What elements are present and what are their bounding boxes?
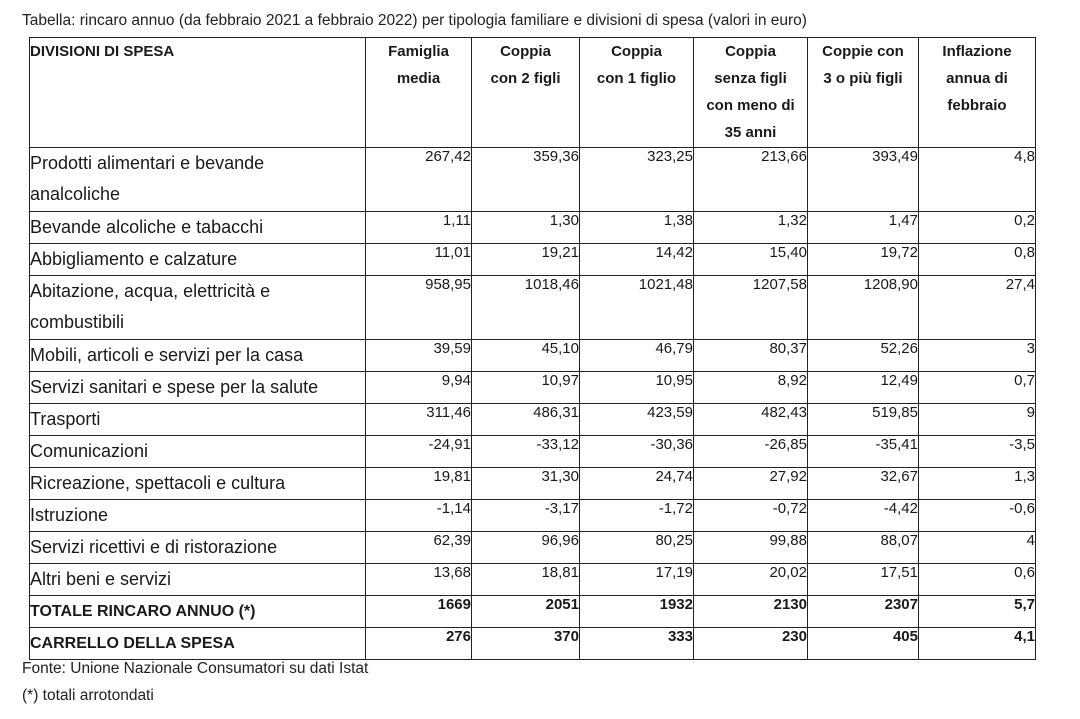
inflation-cell: 3 [919,340,1036,372]
value-cell: 52,26 [808,340,919,372]
value-cell: 14,42 [580,244,694,276]
total-value-cell: 2307 [808,596,919,628]
table-row [30,148,1036,212]
value-cell: 13,68 [366,564,472,596]
data-table [29,37,1036,660]
value-cell: 11,01 [366,244,472,276]
table-row [30,340,1036,372]
inflation-cell: -3,5 [919,436,1036,468]
row-label-line: Prodotti alimentari e bevande [30,153,265,173]
table-row [30,436,1036,468]
value-cell: 80,25 [580,532,694,564]
header-line: Coppie con [822,43,904,60]
header-coppia-2-figli [472,38,580,148]
inflation-cell: -0,6 [919,500,1036,532]
value-cell: 423,59 [580,404,694,436]
inflation-cell: 4 [919,532,1036,564]
row-label-line: Comunicazioni [30,441,149,461]
row-label [30,532,366,564]
table-row [30,564,1036,596]
table-row [30,404,1036,436]
value-cell: 62,39 [366,532,472,564]
total-value-cell: 370 [472,628,580,660]
total-value-cell: 2051 [472,596,580,628]
value-cell: 99,88 [694,532,808,564]
header-line: Famiglia [388,43,449,60]
value-cell: 10,95 [580,372,694,404]
value-cell: 8,92 [694,372,808,404]
value-cell: 519,85 [808,404,919,436]
table-caption: Tabella: rincaro annuo (da febbraio 2021 a febbraio 2022) per tipologia familiare e divisioni di spesa (valori in euro) [22,12,807,29]
header-line: Coppia [611,43,662,60]
inflation-cell: 27,4 [919,276,1036,340]
total-value-cell: 405 [808,628,919,660]
total-value-cell: 1932 [580,596,694,628]
row-label [30,372,366,404]
value-cell: 31,30 [472,468,580,500]
inflation-cell: 0,7 [919,372,1036,404]
source-note: Fonte: Unione Nazionale Consumatori su dati Istat [22,660,369,677]
value-cell: -26,85 [694,436,808,468]
header-inflazione [919,38,1036,148]
value-cell: 1,30 [472,212,580,244]
row-label-line: Altri beni e servizi [30,569,172,589]
row-label [30,500,366,532]
value-cell: 32,67 [808,468,919,500]
value-cell: 88,07 [808,532,919,564]
row-label-line: Trasporti [30,409,101,429]
value-cell: 19,72 [808,244,919,276]
table-row [30,244,1036,276]
value-cell: 17,19 [580,564,694,596]
value-cell: -30,36 [580,436,694,468]
row-label [30,276,366,340]
row-label [30,148,366,212]
total-label: TOTALE RINCARO ANNUO (*) [30,596,366,628]
inflation-cell: 4,8 [919,148,1036,212]
header-line: con 1 figlio [596,70,677,87]
header-coppie-3-figli [808,38,919,148]
header-line: annua di [946,70,1008,87]
value-cell: -35,41 [808,436,919,468]
value-cell: -1,72 [580,500,694,532]
table-row [30,276,1036,340]
row-label-line: analcoliche [30,184,121,204]
value-cell: 213,66 [694,148,808,212]
total-row [30,628,1036,660]
row-label-line: Mobili, articoli e servizi per la casa [30,345,304,365]
value-cell: 9,94 [366,372,472,404]
value-cell: -1,14 [366,500,472,532]
value-cell: 359,36 [472,148,580,212]
row-label-line: combustibili [30,312,125,332]
value-cell: 1208,90 [808,276,919,340]
header-line: con meno di [706,97,795,114]
value-cell: 1207,58 [694,276,808,340]
header-line: febbraio [947,97,1007,114]
value-cell: 19,21 [472,244,580,276]
row-label-line: Abbigliamento e calzature [30,249,238,269]
row-label [30,468,366,500]
row-label [30,404,366,436]
value-cell: 1021,48 [580,276,694,340]
value-cell: 482,43 [694,404,808,436]
table-row [30,532,1036,564]
value-cell: 96,96 [472,532,580,564]
value-cell: 24,74 [580,468,694,500]
row-label-line: Abitazione, acqua, elettricità e [30,281,271,301]
inflation-cell: 9 [919,404,1036,436]
header-line: con 2 figli [490,70,561,87]
value-cell: 12,49 [808,372,919,404]
value-cell: 20,02 [694,564,808,596]
table-row [30,468,1036,500]
row-label-line: Istruzione [30,505,109,525]
header-line: Inflazione [942,43,1012,60]
total-inflation-cell: 5,7 [919,596,1036,628]
header-coppia-senza-figli [694,38,808,148]
total-inflation-cell: 4,1 [919,628,1036,660]
header-coppia-1-figlio [580,38,694,148]
value-cell: 15,40 [694,244,808,276]
value-cell: 18,81 [472,564,580,596]
inflation-cell: 0,6 [919,564,1036,596]
value-cell: 19,81 [366,468,472,500]
header-line: 3 o più figli [823,70,903,87]
header-line: Coppia [725,43,776,60]
header-line: 35 anni [724,124,777,141]
header-line: DIVISIONI DI SPESA [30,43,175,60]
value-cell: -33,12 [472,436,580,468]
total-value-cell: 230 [694,628,808,660]
row-label-line: Servizi ricettivi e di ristorazione [30,537,278,557]
value-cell: 311,46 [366,404,472,436]
header-line: media [396,70,441,87]
value-cell: 10,97 [472,372,580,404]
total-value-cell: 333 [580,628,694,660]
header-division [30,38,366,148]
value-cell: -0,72 [694,500,808,532]
header-line: senza figli [714,70,787,87]
value-cell: 486,31 [472,404,580,436]
table-row [30,212,1036,244]
value-cell: 1,47 [808,212,919,244]
value-cell: 39,59 [366,340,472,372]
value-cell: 46,79 [580,340,694,372]
value-cell: 1,11 [366,212,472,244]
value-cell: -24,91 [366,436,472,468]
value-cell: 27,92 [694,468,808,500]
value-cell: -3,17 [472,500,580,532]
value-cell: 1018,46 [472,276,580,340]
header-famiglia-media [366,38,472,148]
row-label-line: Bevande alcoliche e tabacchi [30,217,264,237]
row-label [30,244,366,276]
row-label-line: Ricreazione, spettacoli e cultura [30,473,286,493]
row-label [30,212,366,244]
value-cell: -4,42 [808,500,919,532]
footnote: (*) totali arrotondati [22,687,154,704]
inflation-cell: 1,3 [919,468,1036,500]
value-cell: 393,49 [808,148,919,212]
value-cell: 958,95 [366,276,472,340]
total-value-cell: 276 [366,628,472,660]
row-label [30,436,366,468]
value-cell: 1,32 [694,212,808,244]
table-row [30,500,1036,532]
total-value-cell: 2130 [694,596,808,628]
inflation-cell: 0,2 [919,212,1036,244]
header-row [30,38,1036,148]
value-cell: 17,51 [808,564,919,596]
inflation-cell: 0,8 [919,244,1036,276]
total-value-cell: 1669 [366,596,472,628]
row-label [30,340,366,372]
value-cell: 323,25 [580,148,694,212]
value-cell: 267,42 [366,148,472,212]
value-cell: 45,10 [472,340,580,372]
value-cell: 1,38 [580,212,694,244]
header-line: Coppia [500,43,551,60]
total-label: CARRELLO DELLA SPESA [30,628,366,660]
row-label [30,564,366,596]
row-label-line: Servizi sanitari e spese per la salute [30,377,319,397]
total-row [30,596,1036,628]
value-cell: 80,37 [694,340,808,372]
table-row [30,372,1036,404]
